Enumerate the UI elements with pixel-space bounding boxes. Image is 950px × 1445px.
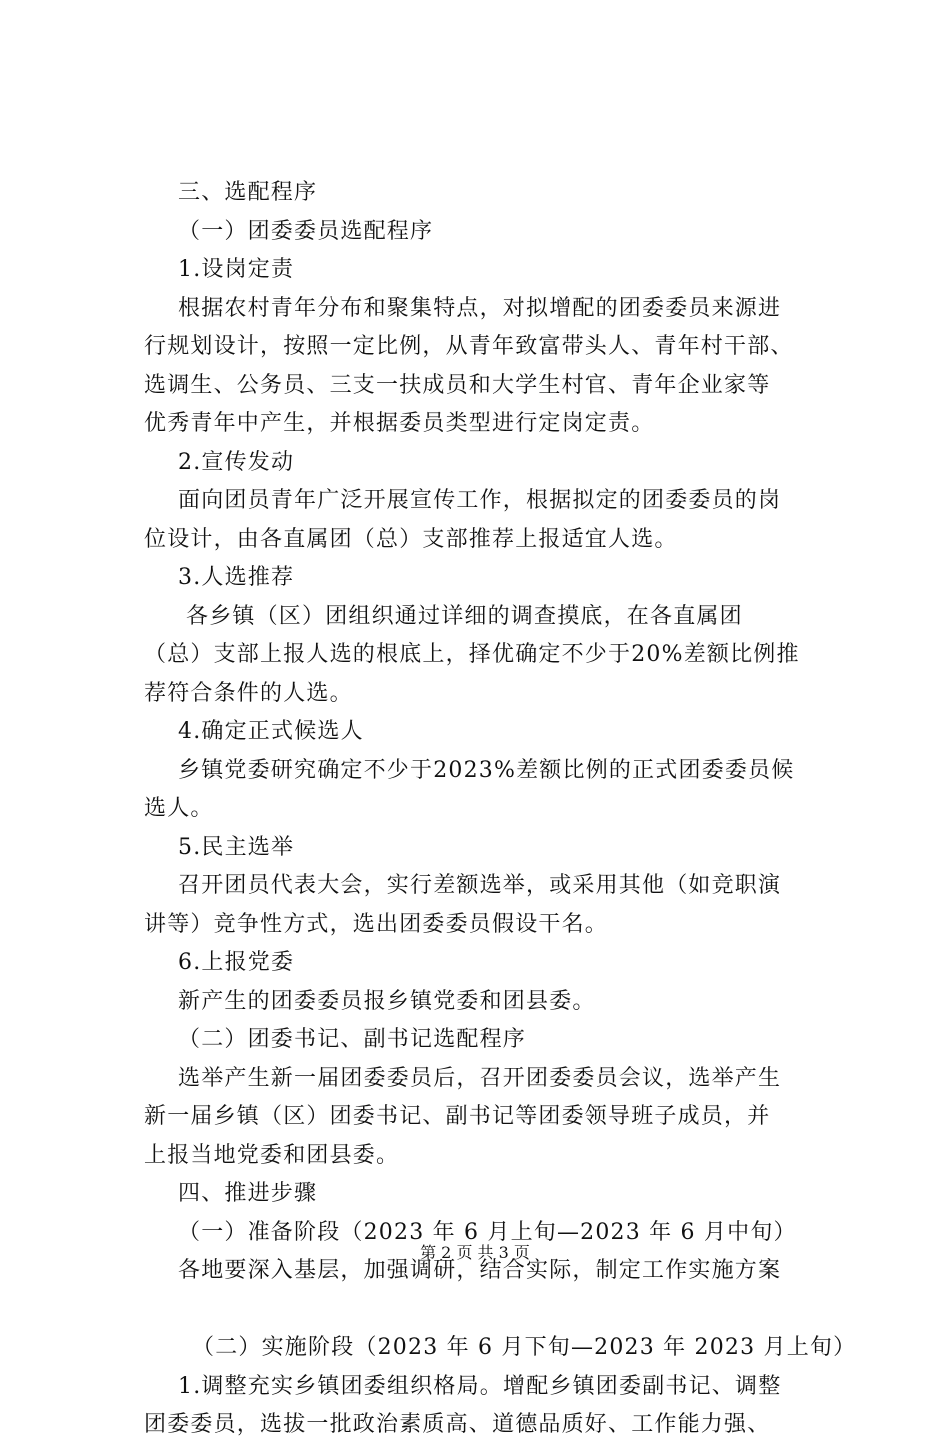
subsection-heading: （二）实施阶段（2023 年 6 月下旬—2023 年 2023 月上旬） [192, 1335, 857, 1360]
step-heading: 4.确定正式候选人 [178, 719, 364, 744]
step-heading: 3.人选推荐 [178, 565, 295, 590]
subsection-heading: （二）团委书记、副书记选配程序 [178, 1027, 527, 1052]
paragraph-line: 选举产生新一届团委委员后，召开团委委员会议，选举产生 [178, 1065, 782, 1091]
paragraph-line: 选调生、公务员、三支一扶成员和大学生村官、青年企业家等 [144, 372, 771, 398]
paragraph-line: 团委委员，选拔一批政治素质高、道德品质好、工作能力强、 [144, 1412, 771, 1437]
paragraph-line: 荐符合条件的人选。 [144, 680, 353, 706]
paragraph-line: 各乡镇（区）团组织通过详细的调查摸底，在各直属团 [186, 603, 743, 629]
paragraph-line: 召开团员代表大会，实行差额选举，或采用其他（如竞职演 [178, 873, 782, 898]
step-heading: 5.民主选举 [178, 834, 295, 860]
paragraph-line: 各地要深入基层，加强调研，结合实际，制定工作实施方案 [178, 1258, 782, 1283]
paragraph-line: 乡镇党委研究确定不少于2023%差额比例的正式团委委员候 [178, 757, 795, 783]
section-heading: 三、选配程序 [178, 180, 318, 205]
paragraph-line: 1.调整充实乡镇团委组织格局。增配乡镇团委副书记、调整 [178, 1373, 782, 1399]
paragraph-line: 优秀青年中产生，并根据委员类型进行定岗定责。 [144, 411, 655, 436]
paragraph-line: 选人。 [144, 796, 214, 821]
page-number-footer: 第 2 页 共 3 页 [420, 1243, 530, 1262]
paragraph-line: 新一届乡镇（区）团委书记、副书记等团委领导班子成员，并 [144, 1104, 771, 1129]
subsection-heading: （一）团委委员选配程序 [178, 218, 434, 244]
paragraph-line: 行规划设计，按照一定比例，从青年致富带头人、青年村干部、 [144, 334, 794, 359]
paragraph-line: （总）支部上报人选的根底上，择优确定不少于20%差额比例推 [144, 642, 800, 667]
paragraph-line: 讲等）竞争性方式，选出团委委员假设干名。 [144, 911, 609, 937]
step-heading: 1.设岗定责 [178, 257, 295, 282]
paragraph-line: 新产生的团委委员报乡镇党委和团县委。 [178, 988, 596, 1014]
blank-line [178, 1291, 838, 1330]
paragraph-line: 位设计，由各直属团（总）支部推荐上报适宜人选。 [144, 526, 678, 552]
step-heading: 2.宣传发动 [178, 449, 295, 475]
step-heading: 6.上报党委 [178, 950, 295, 975]
paragraph-line: 面向团员青年广泛开展宣传工作，根据拟定的团委委员的岗 [178, 488, 782, 513]
subsection-heading: （一）准备阶段（2023 年 6 月上旬—2023 年 6 月中旬） [178, 1219, 797, 1245]
paragraph-line: 上报当地党委和团县委。 [144, 1142, 400, 1168]
section-heading: 四、推进步骤 [178, 1181, 318, 1206]
paragraph-line: 根据农村青年分布和聚集特点，对拟增配的团委委员来源进 [178, 295, 782, 321]
